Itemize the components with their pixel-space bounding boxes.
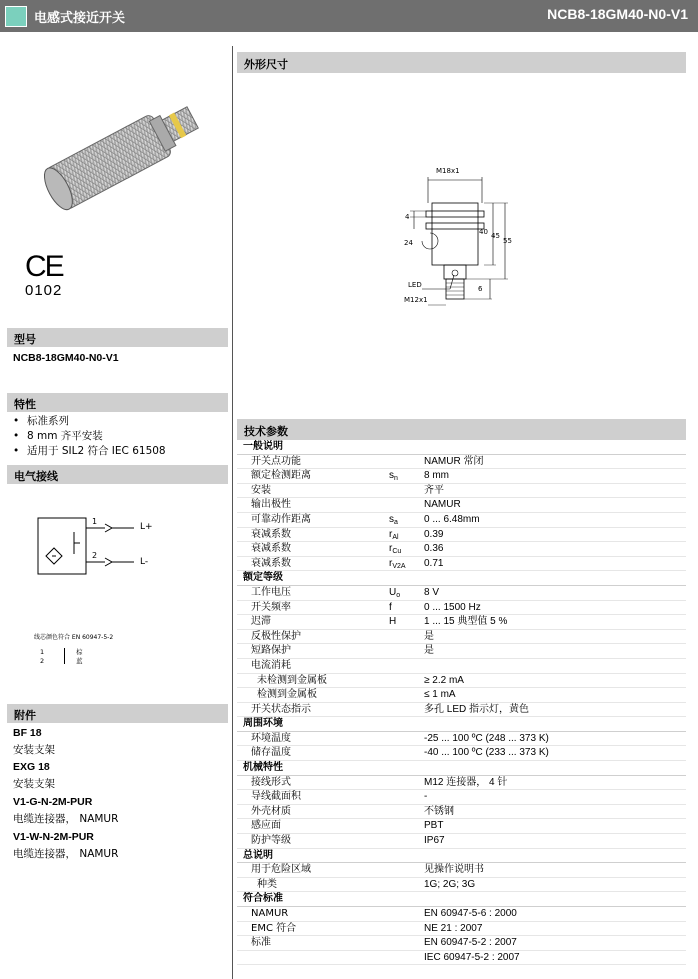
spec-value: 1G; 2G; 3G (424, 878, 476, 890)
spec-label: 额定等级 (243, 572, 283, 584)
wiring-pin2: 2 (92, 551, 98, 560)
spec-section-row (237, 892, 686, 907)
spec-row (237, 498, 686, 513)
feature-item: • 标准系列 (13, 415, 69, 427)
spec-symbol: $s_a$ (389, 513, 398, 526)
page-title: 电感式接近开关 (34, 11, 126, 26)
wiring-plus-label: L+ (140, 522, 153, 532)
spec-section-row (237, 761, 686, 776)
header-model: NCB8-18GM40-N0-V1 (547, 6, 688, 22)
dim-45: 45 (491, 232, 500, 240)
accessory-desc: 安装支架 (13, 778, 55, 790)
spec-value: NE 21 : 2007 (424, 922, 483, 934)
features-section-bar: 特性 (7, 393, 228, 412)
dim-led: LED (408, 281, 422, 289)
spec-row (237, 455, 686, 470)
spec-value: EN 60947-5-2 : 2007 (424, 937, 517, 949)
spec-row (237, 907, 686, 922)
spec-row (237, 863, 686, 878)
spec-row (237, 484, 686, 499)
spec-value: 0.36 (424, 543, 444, 555)
spec-label: 一般说明 (243, 441, 283, 452)
spec-label: 检测到金属板 (257, 689, 317, 701)
spec-row (237, 644, 686, 659)
spec-label: 感应面 (251, 820, 281, 832)
spec-label: 种类 (257, 878, 277, 890)
ce-number: 0102 (25, 282, 63, 299)
spec-value: 0.71 (424, 557, 444, 569)
spec-row (237, 688, 686, 703)
spec-value: ≤ 1 mA (424, 689, 456, 701)
spec-value: 0.39 (424, 528, 444, 540)
wiring-legend: 1 棕 2 蓝 (40, 648, 83, 665)
spec-value: 见操作说明书 (424, 864, 484, 876)
dim-thread-bottom: M12x1 (404, 296, 428, 304)
spec-value: NAMUR 常闭 (424, 455, 484, 467)
spec-row (237, 790, 686, 805)
spec-value: 是 (424, 630, 434, 642)
dim-wrench: 24 (404, 239, 413, 247)
spec-label: 符合标准 (243, 893, 283, 905)
spec-value: IP67 (424, 835, 445, 847)
spec-value: 8 V (424, 586, 440, 598)
accessories-section-bar: 附件 (7, 704, 228, 723)
spec-row (237, 951, 686, 966)
spec-label: 开关状态指示 (251, 703, 311, 715)
accessory-desc: 电缆连接器， NAMUR (13, 848, 119, 860)
spec-row (237, 703, 686, 718)
spec-row (237, 819, 686, 834)
spec-value: 齐平 (424, 484, 444, 496)
spec-row (237, 557, 686, 572)
specs-table (237, 440, 686, 965)
spec-label: 额定检测距离 (251, 470, 311, 482)
spec-label: 接线形式 (251, 776, 291, 788)
product-photo (30, 60, 220, 240)
spec-label: NAMUR (251, 908, 289, 919)
spec-section-row (237, 849, 686, 864)
legend-divider (64, 648, 65, 664)
spec-row (237, 732, 686, 747)
accessory-name: EXG 18 (13, 761, 50, 773)
spec-row (237, 674, 686, 689)
spec-row (237, 922, 686, 937)
spec-value: PBT (424, 820, 444, 832)
spec-value: -25 ... 100 ºC (248 ... 373 K) (424, 732, 549, 744)
spec-label: 安装 (251, 484, 271, 496)
spec-value: 多孔 LED 指示灯，黄色 (424, 703, 530, 715)
type-value: NCB8-18GM40-N0-V1 (13, 352, 119, 364)
spec-row (237, 528, 686, 543)
spec-row (237, 586, 686, 601)
spec-section-row (237, 717, 686, 732)
spec-value: -40 ... 100 ºC (233 ... 373 K) (424, 747, 549, 759)
spec-label: 未检测到金属板 (257, 674, 327, 686)
spec-value: 0 ... 6.48mm (424, 513, 480, 525)
spec-value: NAMUR (424, 499, 461, 511)
dim-4: 4 (405, 213, 410, 221)
spec-section-row (237, 440, 686, 455)
spec-row (237, 805, 686, 820)
specs-section-bar: 技术参数 (237, 419, 686, 440)
spec-row (237, 746, 686, 761)
dim-thread-top: M18x1 (436, 167, 460, 175)
accessory-name: BF 18 (13, 727, 42, 739)
wiring-section-bar: 电气接线 (7, 465, 228, 484)
spec-label: 防护等级 (251, 835, 291, 847)
spec-symbol: $r_{Al}$ (389, 528, 399, 541)
dim-40: 40 (479, 228, 488, 236)
spec-label: 储存温度 (251, 747, 291, 759)
spec-row (237, 878, 686, 893)
spec-section-row (237, 571, 686, 586)
page-header (0, 0, 698, 32)
dim-55: 55 (503, 237, 512, 245)
wiring-pin1: 1 (92, 517, 98, 526)
spec-row (237, 776, 686, 791)
spec-label: 可靠动作距离 (251, 513, 311, 525)
spec-label: 短路保护 (251, 645, 291, 657)
header-logo-square (5, 6, 27, 27)
spec-value: 1 ... 15 典型值 5 % (424, 616, 508, 628)
spec-label: EMC 符合 (251, 922, 297, 934)
accessory-desc: 安装支架 (13, 744, 55, 756)
spec-row (237, 513, 686, 528)
spec-label: 衰减系数 (251, 528, 291, 540)
wiring-diagram (30, 510, 170, 580)
spec-value: ≥ 2.2 mA (424, 674, 464, 686)
spec-row (237, 630, 686, 645)
feature-item: • 适用于 SIL2 符合 IEC 61508 (13, 445, 166, 457)
dim-6: 6 (478, 285, 483, 293)
spec-value: 8 mm (424, 470, 449, 482)
spec-value: IEC 60947-5-2 : 2007 (424, 951, 520, 963)
spec-row (237, 659, 686, 674)
spec-value: 0 ... 1500 Hz (424, 601, 481, 613)
accessory-desc: 电缆连接器， NAMUR (13, 813, 119, 825)
spec-label: 衰减系数 (251, 543, 291, 555)
spec-value: 是 (424, 645, 434, 657)
spec-label: 开关点功能 (251, 455, 301, 467)
spec-label: 工作电压 (251, 586, 291, 598)
spec-row (237, 542, 686, 557)
spec-label: 电流消耗 (251, 659, 291, 671)
spec-label: 输出极性 (251, 499, 291, 511)
spec-row (237, 936, 686, 951)
spec-label: 周围环境 (243, 718, 283, 730)
spec-label: 迟滞 (251, 616, 271, 628)
spec-label: 导线截面积 (251, 791, 301, 803)
spec-value: 不锈钢 (424, 805, 454, 817)
spec-row (237, 615, 686, 630)
feature-item: • 8 mm 齐平安装 (13, 430, 103, 442)
spec-label: 衰减系数 (251, 557, 291, 569)
spec-label: 总说明 (243, 849, 273, 861)
spec-row (237, 601, 686, 616)
spec-value: - (424, 791, 428, 803)
accessory-name: V1-W-N-2M-PUR (13, 831, 94, 843)
type-section-bar: 型号 (7, 328, 228, 347)
spec-symbol: f (389, 601, 392, 613)
column-divider (232, 46, 233, 979)
wiring-minus-label: L- (140, 557, 149, 567)
spec-symbol: $r_{Cu}$ (389, 543, 402, 556)
spec-symbol: $s_n$ (389, 470, 398, 483)
spec-label: 反极性保护 (251, 630, 301, 642)
accessory-name: V1-G-N-2M-PUR (13, 796, 93, 808)
spec-symbol: H (389, 616, 397, 628)
spec-label: 环境温度 (251, 732, 291, 744)
dimensions-section-bar: 外形尺寸 (237, 52, 686, 73)
spec-value: EN 60947-5-6 : 2000 (424, 908, 517, 919)
spec-label: 机械特性 (243, 762, 283, 774)
spec-label: 用于危险区域 (251, 864, 311, 876)
spec-label: 外壳材质 (251, 805, 291, 817)
spec-label: 标准 (251, 937, 271, 949)
spec-label: 开关频率 (251, 601, 291, 613)
wiring-color-note: 线芯颜色符合 EN 60947-5-2 (34, 634, 114, 641)
ce-symbol: CE (25, 250, 63, 283)
spec-symbol: $r_{V2A}$ (389, 557, 406, 570)
ce-mark (25, 252, 63, 299)
spec-row (237, 469, 686, 484)
spec-symbol: $U_o$ (389, 586, 401, 599)
spec-value: M12 连接器， 4 针 (424, 776, 508, 788)
spec-row (237, 834, 686, 849)
